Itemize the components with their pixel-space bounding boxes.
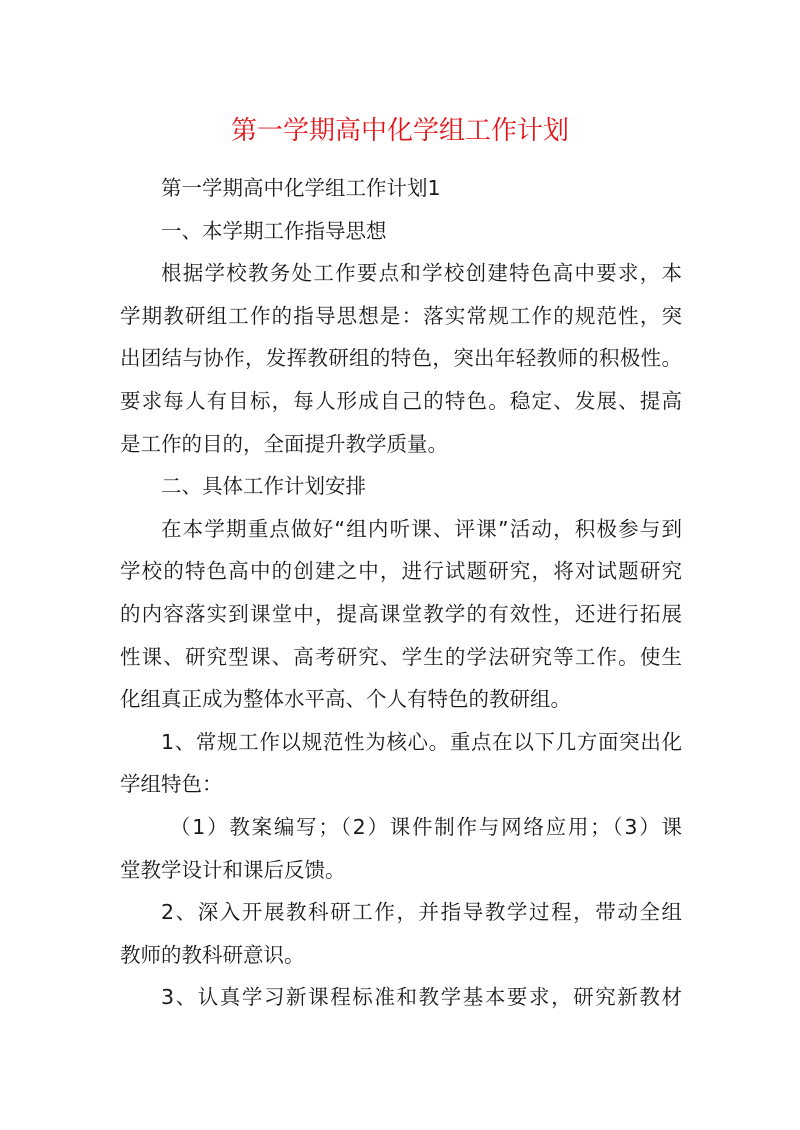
paragraph-line: 2、深入开展教科研工作，并指导教学过程，带动全组 — [161, 900, 682, 925]
section-heading: 第一学期高中化学组工作计划1 — [161, 176, 441, 200]
paragraph-line: 学校的特色高中的创建之中，进行试题研究，将对试题研究 — [120, 559, 682, 584]
paragraph-line: 1、常规工作以规范性为核心。重点在以下几方面突出化 — [161, 729, 682, 754]
paragraph-line: 教师的教科研意识。 — [120, 942, 305, 967]
paragraph-line: 是工作的目的，全面提升教学质量。 — [120, 431, 448, 456]
paragraph-line: 在本学期重点做好“组内听课、评课”活动，积极参与到 — [161, 516, 682, 541]
section-heading: 二、具体工作计划安排 — [161, 474, 366, 499]
document-body — [120, 167, 682, 1019]
paragraph-line: 出团结与协作，发挥教研组的特色，突出年轻教师的积极性。 — [120, 346, 682, 371]
paragraph-line: 堂教学设计和课后反馈。 — [120, 857, 346, 882]
paragraph-line: 化组真正成为整体水平高、个人有特色的教研组。 — [120, 687, 571, 712]
paragraph-line: 性课、研究型课、高考研究、学生的学法研究等工作。使生 — [120, 644, 682, 669]
document-title: 第一学期高中化学组工作计划 — [230, 116, 569, 146]
paragraph-line: 根据学校教务处工作要点和学校创建特色高中要求，本 — [161, 261, 682, 286]
paragraph-line: （1）教案编写；（2）课件制作与网络应用；（3）课 — [170, 814, 682, 839]
paragraph-line: 学期教研组工作的指导思想是：落实常规工作的规范性，突 — [120, 303, 682, 328]
paragraph-line: 要求每人有目标，每人形成自己的特色。稳定、发展、提高 — [120, 388, 682, 413]
paragraph-line: 的内容落实到课堂中，提高课堂教学的有效性，还进行拓展 — [120, 601, 682, 626]
paragraph-line: 学组特色： — [120, 772, 223, 797]
paragraph-line: 3、认真学习新课程标准和教学基本要求，研究新教材 — [161, 985, 682, 1010]
section-heading: 一、本学期工作指导思想 — [161, 218, 387, 243]
